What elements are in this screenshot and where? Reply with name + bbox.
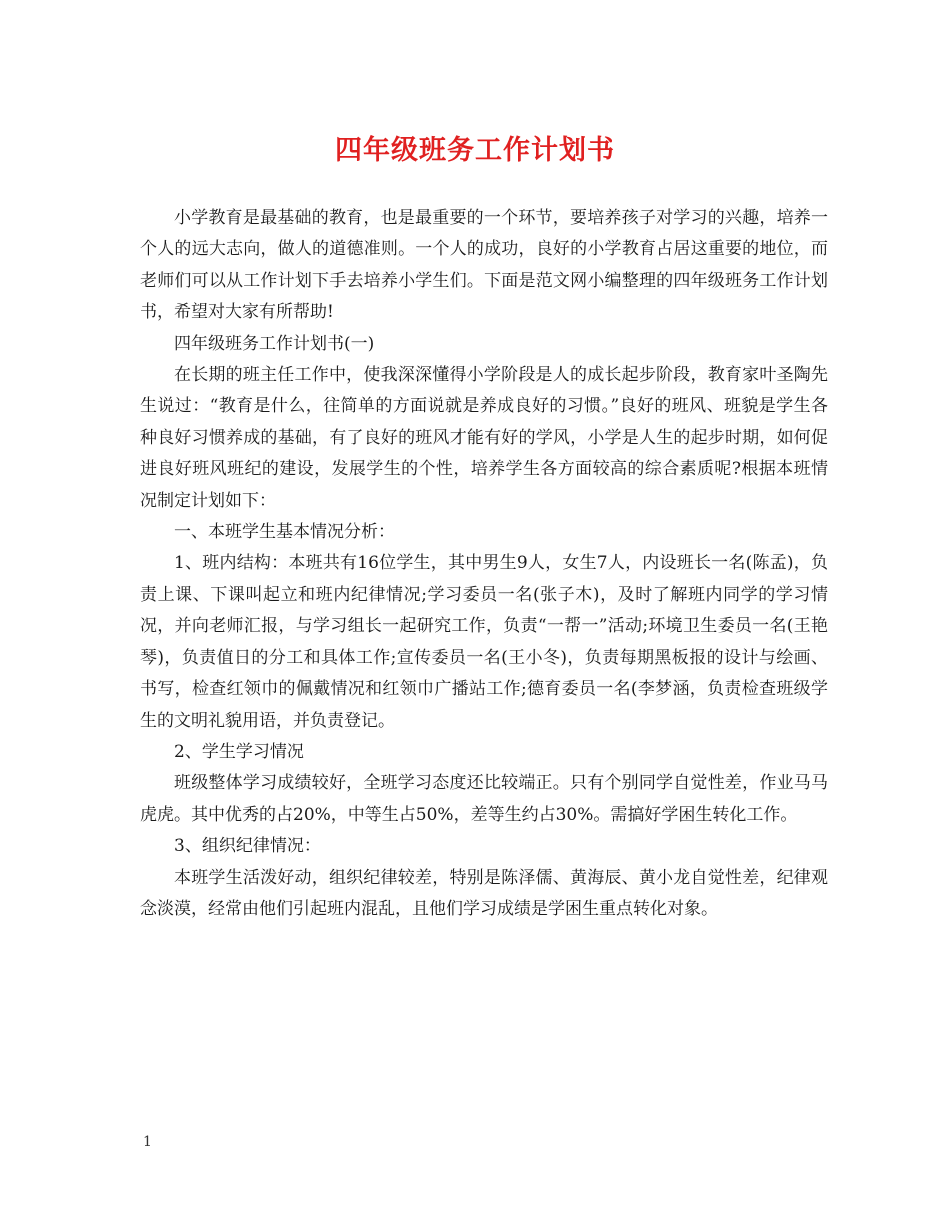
document-title: 四年级班务工作计划书 bbox=[335, 135, 615, 166]
paragraph-discipline-status: 本班学生活泼好动，组织纪律较差，特别是陈泽儒、黄海辰、黄小龙自觉性差，纪律观念淡漠，经常由他们引起班内混乱，且他们学习成绩是学困生重点转化对象。 bbox=[140, 867, 828, 919]
paragraph-section-heading: 四年级班务工作计划书(一) bbox=[174, 333, 375, 354]
document-body bbox=[140, 203, 828, 925]
paragraph-intro: 小学教育是最基础的教育，也是最重要的一个环节，要培养孩子对学习的兴趣，培养一个人的远大志向，做人的道德准则。一个人的成功，良好的小学教育占居这重要的地位，而老师们可以从工作计划下手去培养小学生们。下面是范文网小编整理的四年级班务工作计划书，希望对大家有所帮助! bbox=[140, 208, 828, 323]
paragraph-heading-study: 2、学生学习情况 bbox=[174, 741, 304, 762]
paragraph-preface: 在长期的班主任工作中，使我深深懂得小学阶段是人的成长起步阶段，教育家叶圣陶先生说过：“教育是什么，往简单的方面说就是养成良好的习惯。”良好的班风、班貌是学生各种良好习惯养成的基础，有了良好的班风才能有好的学风，小学是人生的起步时期，如何促进良好班风班纪的建设，发展学生的个性，培养学生各方面较高的综合素质呢?根据本班情况制定计划如下： bbox=[140, 365, 828, 511]
paragraph-study-status: 班级整体学习成绩较好，全班学习态度还比较端正。只有个别同学自觉性差，作业马马虎虎。其中优秀的占20%，中等生占50%，差等生约占30%。需搞好学困生转化工作。 bbox=[140, 773, 828, 825]
paragraph-heading-discipline: 3、组织纪律情况： bbox=[174, 836, 321, 857]
paragraph-heading-analysis: 一、本班学生基本情况分析： bbox=[174, 522, 395, 543]
paragraph-class-structure: 1、班内结构：本班共有16位学生，其中男生9人，女生7人，内设班长一名(陈孟)，负责上课、下课叫起立和班内纪律情况;学习委员一名(张子木)，及时了解班内同学的学习情况，并向老师汇报，与学习组长一起研究工作，负责“一帮一”活动;环境卫生委员一名(王艳琴)，负责值日的分工和具体工作;宣传委员一名(王小冬)，负责每期黑板报的设计与绘画、书写，检查红领巾的佩戴情况和红领巾广播站工作;德育委员一名(李梦涵，负责检查班级学生的文明礼貌用语，并负责登记。 bbox=[140, 553, 828, 731]
page-number: 1 bbox=[143, 1134, 152, 1150]
